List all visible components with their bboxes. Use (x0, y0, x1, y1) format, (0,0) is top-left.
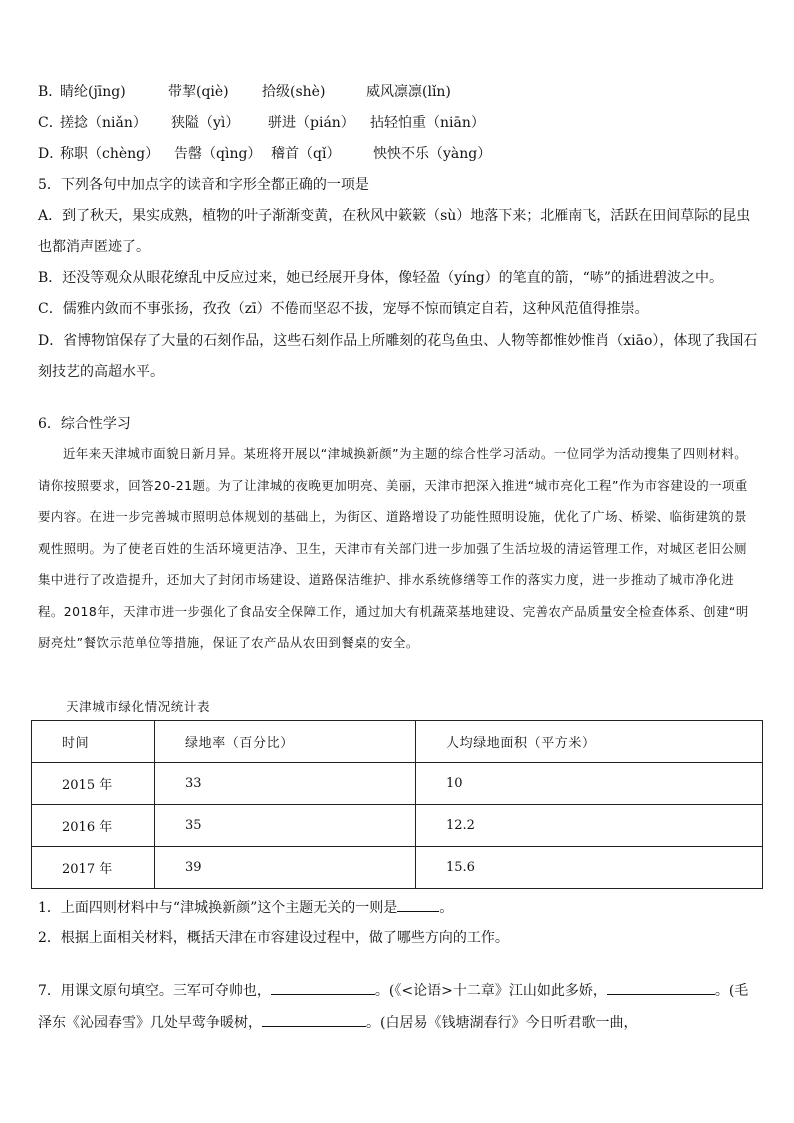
greening-stats-table (31, 720, 763, 889)
q5-option-d-line1: D．省博物馆保存了大量的石刻作品，这些石刻作品上所雕刻的花鸟鱼虫、人物等都惟妙惟肖（xiāo），体现了我国石 (38, 333, 758, 349)
option-label: D． (38, 146, 64, 162)
table-row (32, 847, 763, 889)
option-item: 称职（chèng） (60, 146, 160, 162)
option-item: 狭隘（yì） (171, 115, 240, 131)
table-header-row (32, 721, 763, 763)
table-caption: 天津城市绿化情况统计表 (66, 699, 211, 714)
q7-seg: 。(毛 (714, 983, 749, 999)
option-item: 怏怏不乐（yàng） (373, 146, 492, 162)
q5-option-a-line2: 也都消声匿迹了。 (38, 239, 150, 255)
q6-title: 6．综合性学习 (38, 416, 131, 432)
option-item: 拾级(shè) (262, 84, 326, 100)
q5-option-d-line2: 刻技艺的高超水平。 (38, 364, 164, 380)
option-item: 告罄（qìng） (174, 146, 262, 162)
answer-blank[interactable] (262, 1012, 366, 1027)
table-cell: 10 (416, 763, 763, 805)
table-row (32, 763, 763, 805)
q6-sub1-end: 。 (439, 900, 454, 916)
table-cell: 35 (155, 805, 416, 847)
table-header-cell: 时间 (32, 721, 155, 763)
q7-seg: 7．用课文原句填空。三军可夺帅也， (38, 983, 271, 999)
answer-blank[interactable] (607, 980, 715, 995)
q6-sub1-text: 1．上面四则材料中与“津城换新颜”这个主题无关的一则是 (38, 900, 398, 916)
q7-line2 (38, 1012, 637, 1033)
option-item: 威风凛凛(lǐn) (366, 84, 451, 100)
q7-seg: 。(白居易《钱塘湖春行》今日听君歌一曲， (366, 1015, 638, 1031)
option-label: C． (38, 115, 63, 131)
table-cell: 2015 年 (32, 763, 155, 805)
table-header-cell: 人均绿地面积（平方米） (416, 721, 763, 763)
table-cell: 2017 年 (32, 847, 155, 889)
option-item: 稽首（qǐ） (271, 146, 341, 162)
table-cell: 12.2 (416, 805, 763, 847)
table-header-cell: 绿地率（百分比） (155, 721, 416, 763)
q7-seg: 泽东《沁园春雪》几处早莺争暖树， (38, 1015, 262, 1031)
q6-passage: 近年来天津城市面貌日新月异。某班将开展以“津城换新颜”为主题的综合性学习活动。一位同学为活动搜集了四则材料。请你按照要求，回答20-21题。为了让津城的夜晚更加明亮、美丽，天津市把深入推进“城市亮化工程”作为市容建设的一项重要内容。在进一步完善城市照明总体规划的基础上，为街区、道路增设了功能性照明设施，优化了广场、桥梁、临街建筑的景观性照明。为了使老百姓的生活环境更洁净、卫生，天津市有关部门进一步加强了生活垃圾的清运管理工作，对城区老旧公厕集中进行了改造提升，还加大了封闭市场建设、道路保洁维护、排水系统修缮等工作的落实力度，进一步推动了城市净化进程。2018年，天津市进一步强化了食品安全保障工作，通过加大有机蔬菜基地建设、完善农产品质量安全检查体系、创建“明厨亮灶”餐饮示范单位等措施，保证了农产品从农田到餐桌的安全。 (38, 446, 749, 650)
answer-blank[interactable] (271, 980, 375, 995)
q7-seg: 。(《<论语>十二章》江山如此多娇， (374, 983, 607, 999)
q5-stem: 5．下列各句中加点字的读音和字形全都正确的一项是 (38, 177, 369, 193)
table-cell: 2016 年 (32, 805, 155, 847)
table-cell: 33 (155, 763, 416, 805)
q5-option-a-line1: A．到了秋天，果实成熟，植物的叶子渐渐变黄，在秋风中簌簌（sù）地落下来；北雁南飞，活跃在田间草际的昆虫 (38, 208, 751, 224)
q5-option-b: B．还没等观众从眼花缭乱中反应过来，她已经展开身体，像轻盈（yíng）的笔直的箭，“哧”的插进碧波之中。 (38, 270, 723, 286)
table-row (32, 805, 763, 847)
table-cell: 15.6 (416, 847, 763, 889)
table-cell: 39 (155, 847, 416, 889)
q7-line1 (38, 980, 748, 1001)
option-item: 带挈(qiè) (168, 84, 229, 100)
option-item: 睛纶(jīng) (60, 84, 126, 100)
q6-sub1 (38, 897, 453, 918)
answer-blank[interactable] (397, 897, 439, 912)
option-item: 搓捻（niǎn） (60, 115, 147, 131)
q5-option-c: C．儒雅内敛而不事张扬，孜孜（zī）不倦而坚忍不拔，宠辱不惊而镇定自若，这种风范值得推崇。 (38, 301, 649, 317)
option-item: 骈进（pián） (268, 115, 355, 131)
option-item: 拈轻怕重（niān） (370, 115, 485, 131)
q6-sub2: 2．根据上面相关材料，概括天津在市容建设过程中，做了哪些方向的工作。 (38, 930, 509, 946)
option-label: B． (38, 84, 63, 100)
